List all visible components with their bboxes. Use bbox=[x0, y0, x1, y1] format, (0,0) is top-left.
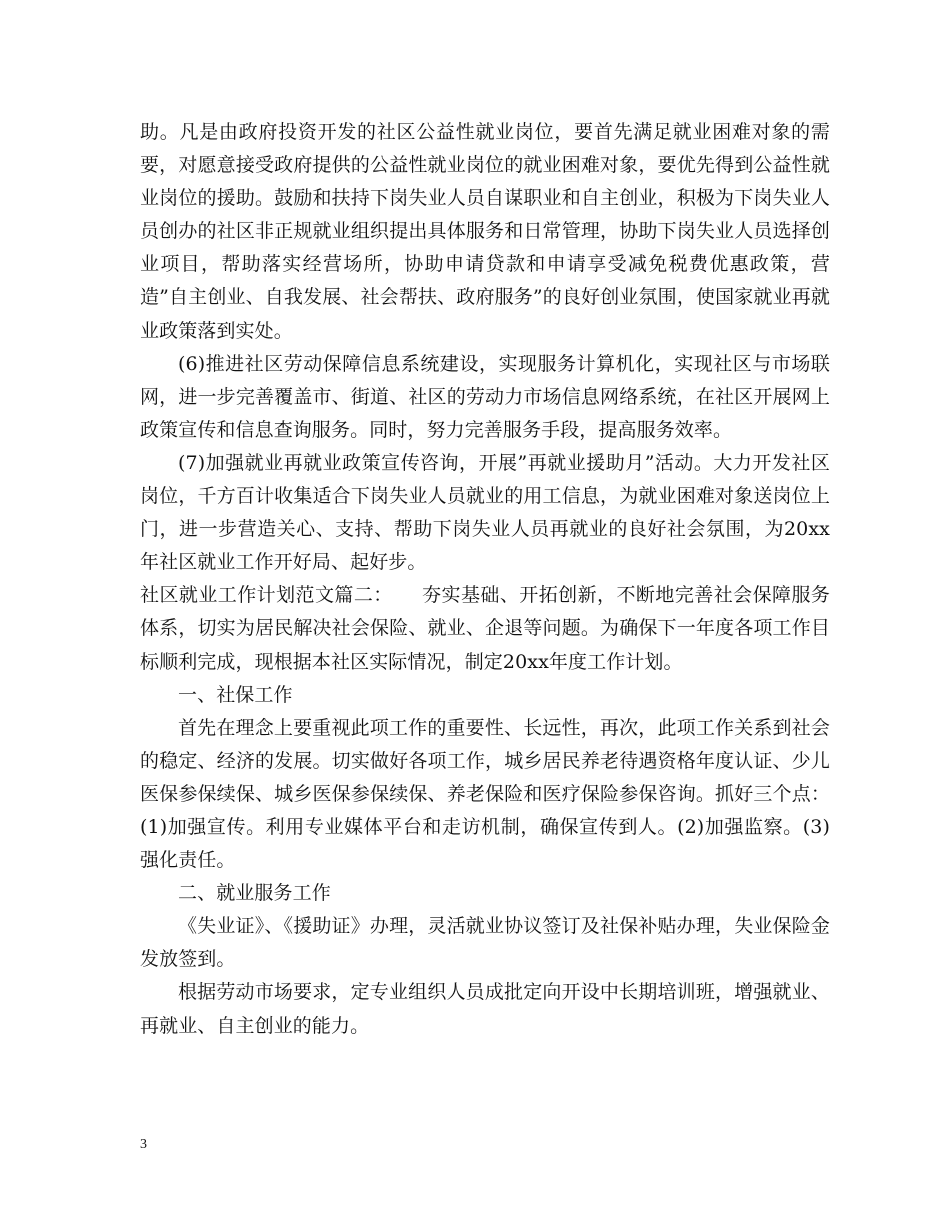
paragraph-social-security: 首先在理念上要重视此项工作的重要性、长远性，再次，此项工作关系到社会的稳定、经济的发展。切实做好各项工作，城乡居民养老待遇资格年度认证、少儿医保参保续保、城乡医保参保续保、养老保险和医疗保险参保咨询。抓好三个点：(1)加强宣传。利用专业媒体平台和走访机制，确保宣传到人。(2)加强监察。(3)强化责任。 bbox=[140, 716, 830, 872]
paragraph-item-7: (7)加强就业再就业政策宣传咨询，开展”再就业援助月”活动。大力开发社区岗位，千方百计收集适合下岗失业人员就业的用工信息，为就业困难对象送岗位上门，进一步营造关心、支持、帮助下岗失业人员再就业的良好社会氛围，为20xx年社区就业工作开好局、起好步。 bbox=[140, 451, 830, 574]
paragraph-item-6: (6)推进社区劳动保障信息系统建设，实现服务计算机化，实现社区与市场联网，进一步完善覆盖市、街道、社区的劳动力市场信息网络系统，在社区开展网上政策宣传和信息查询服务。同时，努力完善服务手段，提高服务效率。 bbox=[140, 352, 830, 441]
section-heading-employment-service: 二、就业服务工作 bbox=[178, 882, 331, 905]
paragraph-training: 根据劳动市场要求，定专业组织人员成批定向开设中长期培训班，增强就业、再就业、自主创业的能力。 bbox=[140, 981, 830, 1037]
page-number: 3 bbox=[140, 1137, 147, 1152]
paragraph-certificates: 《失业证》、《援助证》办理，灵活就业协议签订及社保补贴办理，失业保险金发放签到。 bbox=[140, 915, 830, 971]
paragraph-continuation: 助。凡是由政府投资开发的社区公益性就业岗位，要首先满足就业困难对象的需要，对愿意接受政府提供的公益性就业岗位的就业困难对象，要优先得到公益性就业岗位的援助。鼓励和扶持下岗失业人员自谋职业和自主创业，积极为下岗失业人员创办的社区非正规就业组织提出具体服务和日常管理，协助下岗失业人员选择创业项目，帮助落实经营场所，协助申请贷款和申请享受减免税费优惠政策，营造”自主创业、自我发展、社会帮扶、政府服务”的良好创业氛围，使国家就业再就业政策落到实处。 bbox=[140, 121, 830, 342]
document-body bbox=[140, 116, 830, 1043]
paragraph-article-two-intro: 社区就业工作计划范文篇二： 夯实基础、开拓创新，不断地完善社会保障服务体系，切实为居民解决社会保险、就业、企退等问题。为确保下一年度各项工作目标顺利完成，现根据本社区实际情况，制定20xx年度工作计划。 bbox=[140, 584, 830, 673]
section-heading-social-security: 一、社保工作 bbox=[178, 683, 293, 706]
